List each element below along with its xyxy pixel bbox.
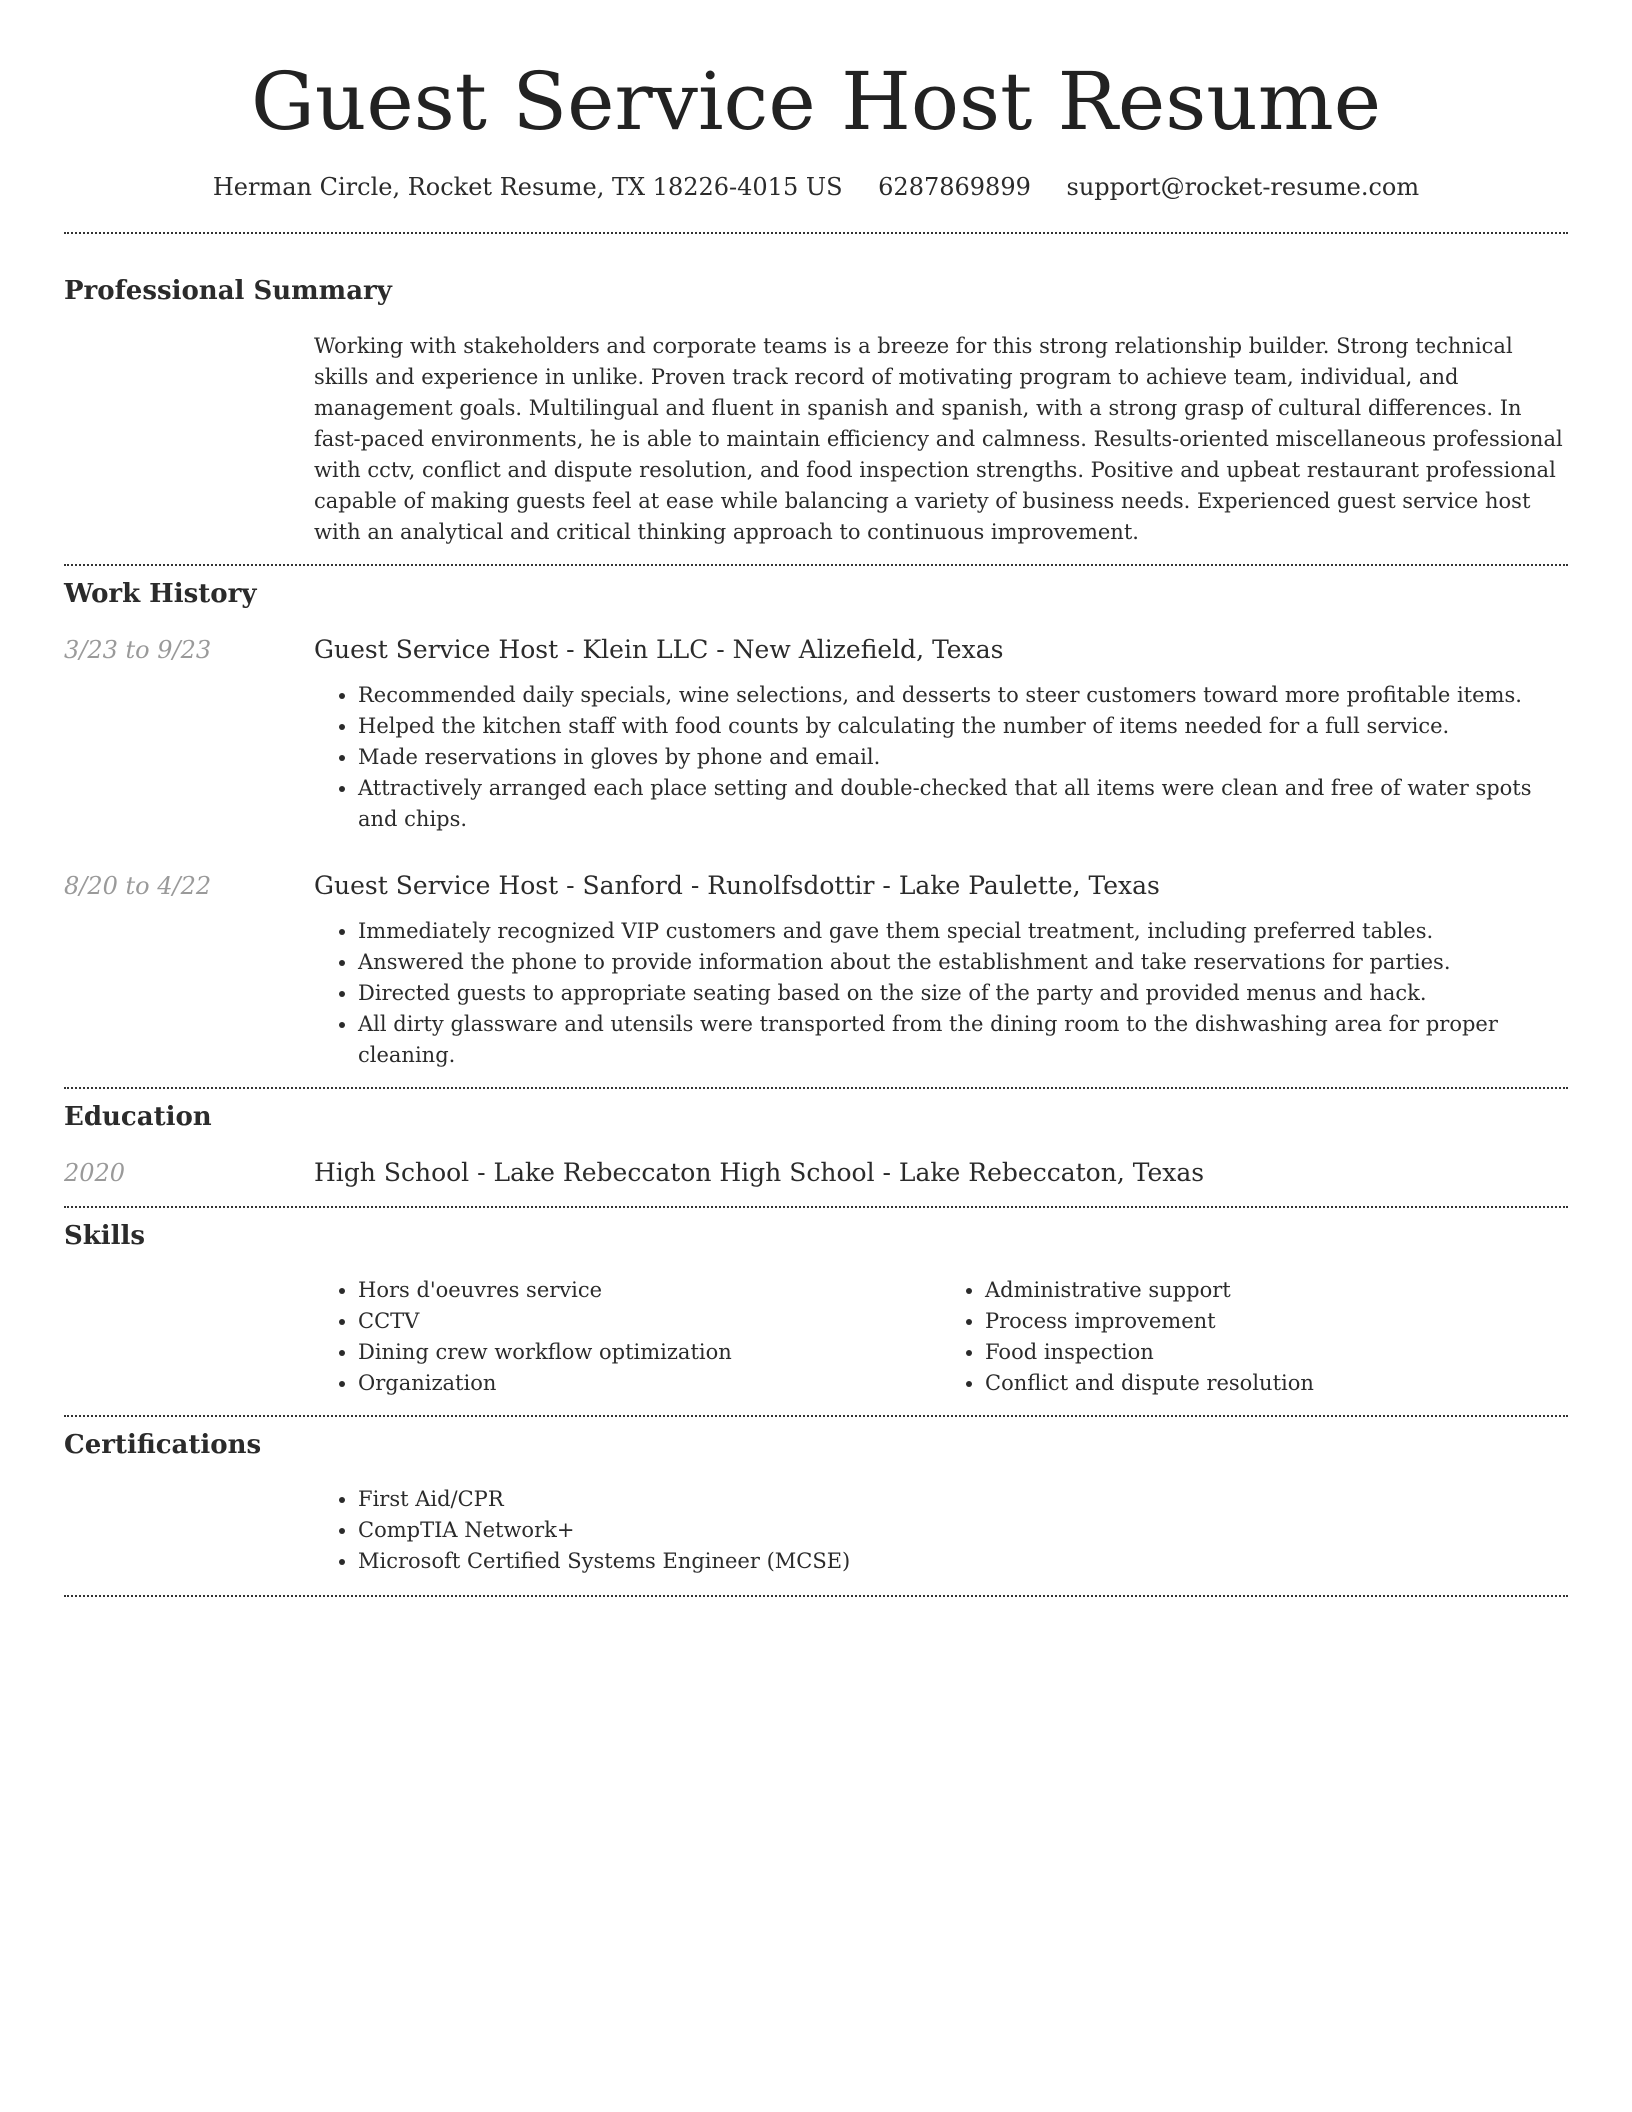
resume-header [64,0,1568,204]
certifications-list [314,1484,1568,1577]
job-dates: 8/20 to 4/22 [64,872,212,900]
summary-heading: Professional Summary [64,276,392,306]
skill-item: • Conflict and dispute resolution [985,1368,1568,1399]
list-item: • Helped the kitchen staff with food counts by calculating the number of items needed for a full service. [358,711,1568,742]
skills-heading: Skills [64,1221,146,1251]
contact-address: Herman Circle, Rocket Resume, TX 18226-4015 US [212,173,843,201]
education-heading: Education [64,1102,212,1132]
list-item: • Answered the phone to provide information about the establishment and take reservations for parties. [358,947,1568,978]
job-bullets [314,916,1568,1071]
certifications-heading: Certifications [64,1430,262,1460]
certifications-section [64,1428,1568,1577]
list-item: • Attractively arranged each place setting and double-checked that all items were clean and free of water spots and chips. [358,773,1568,835]
divider [64,1087,1568,1089]
skill-item: • Process improvement [985,1306,1568,1337]
list-item: • Made reservations in gloves by phone and email. [358,742,1568,773]
contact-phone: 6287869899 [878,173,1031,201]
education-entry [64,1156,1568,1190]
education-heading-line: High School - Lake Rebeccaton High School - Lake Rebeccaton, Texas [314,1158,1205,1187]
divider [64,232,1568,234]
work-history-heading: Work History [64,579,257,609]
job-dates: 3/23 to 9/23 [64,636,212,664]
skills-list-right [941,1275,1568,1399]
divider [64,1415,1568,1417]
skill-item: • Food inspection [985,1337,1568,1368]
skill-item: • Hors d'oeuvres service [358,1275,941,1306]
divider [64,1206,1568,1208]
skill-item: • Organization [358,1368,941,1399]
contact-email: support@rocket-resume.com [1066,173,1420,201]
skill-item: • CCTV [358,1306,941,1337]
list-item: • Immediately recognized VIP customers and gave them special treatment, including preferred tables. [358,916,1568,947]
job-heading: Guest Service Host - Sanford - Runolfsdottir - Lake Paulette, Texas [314,871,1160,900]
certification-item: • Microsoft Certified Systems Engineer (MCSE) [358,1546,1568,1577]
summary-text: Working with stakeholders and corporate teams is a breeze for this strong relationship builder. Strong technical skills and experience in unlike. Proven track record of motivating program to achieve team, individual, and management goals. Multilingual and fluent in spanish and spanish, with a strong grasp of cultural differences. In fast-paced environments, he is able to maintain efficiency and calmness. Results-oriented miscellaneous professional with cctv, conflict and dispute resolution, and food inspection strengths. Positive and upbeat restaurant professional capable of making guests feel at ease while balancing a variety of business needs. Experienced guest service host with an analytical and critical thinking approach to continuous improvement. [314,334,1563,544]
skills-list-left [314,1275,941,1399]
job-heading: Guest Service Host - Klein LLC - New Alizefield, Texas [314,635,1004,664]
job-entry [64,869,1568,1071]
skills-section [64,1219,1568,1399]
education-year: 2020 [64,1159,126,1187]
summary-section [64,274,1568,548]
certification-item: • First Aid/CPR [358,1484,1568,1515]
divider [64,1595,1568,1597]
list-item: • Recommended daily specials, wine selections, and desserts to steer customers toward more profitable items. [358,680,1568,711]
job-entry [64,633,1568,835]
list-item: • Directed guests to appropriate seating based on the size of the party and provided menus and hack. [358,978,1568,1009]
certification-item: • CompTIA Network+ [358,1515,1568,1546]
contact-line [64,170,1568,204]
skill-item: • Administrative support [985,1275,1568,1306]
list-item: • All dirty glassware and utensils were transported from the dining room to the dishwashing area for proper cleaning. [358,1009,1568,1071]
work-history-section [64,577,1568,1071]
education-section [64,1100,1568,1190]
divider [64,564,1568,566]
resume-title: Guest Service Host Resume [250,55,1382,148]
job-bullets [314,680,1568,835]
skill-item: • Dining crew workflow optimization [358,1337,941,1368]
